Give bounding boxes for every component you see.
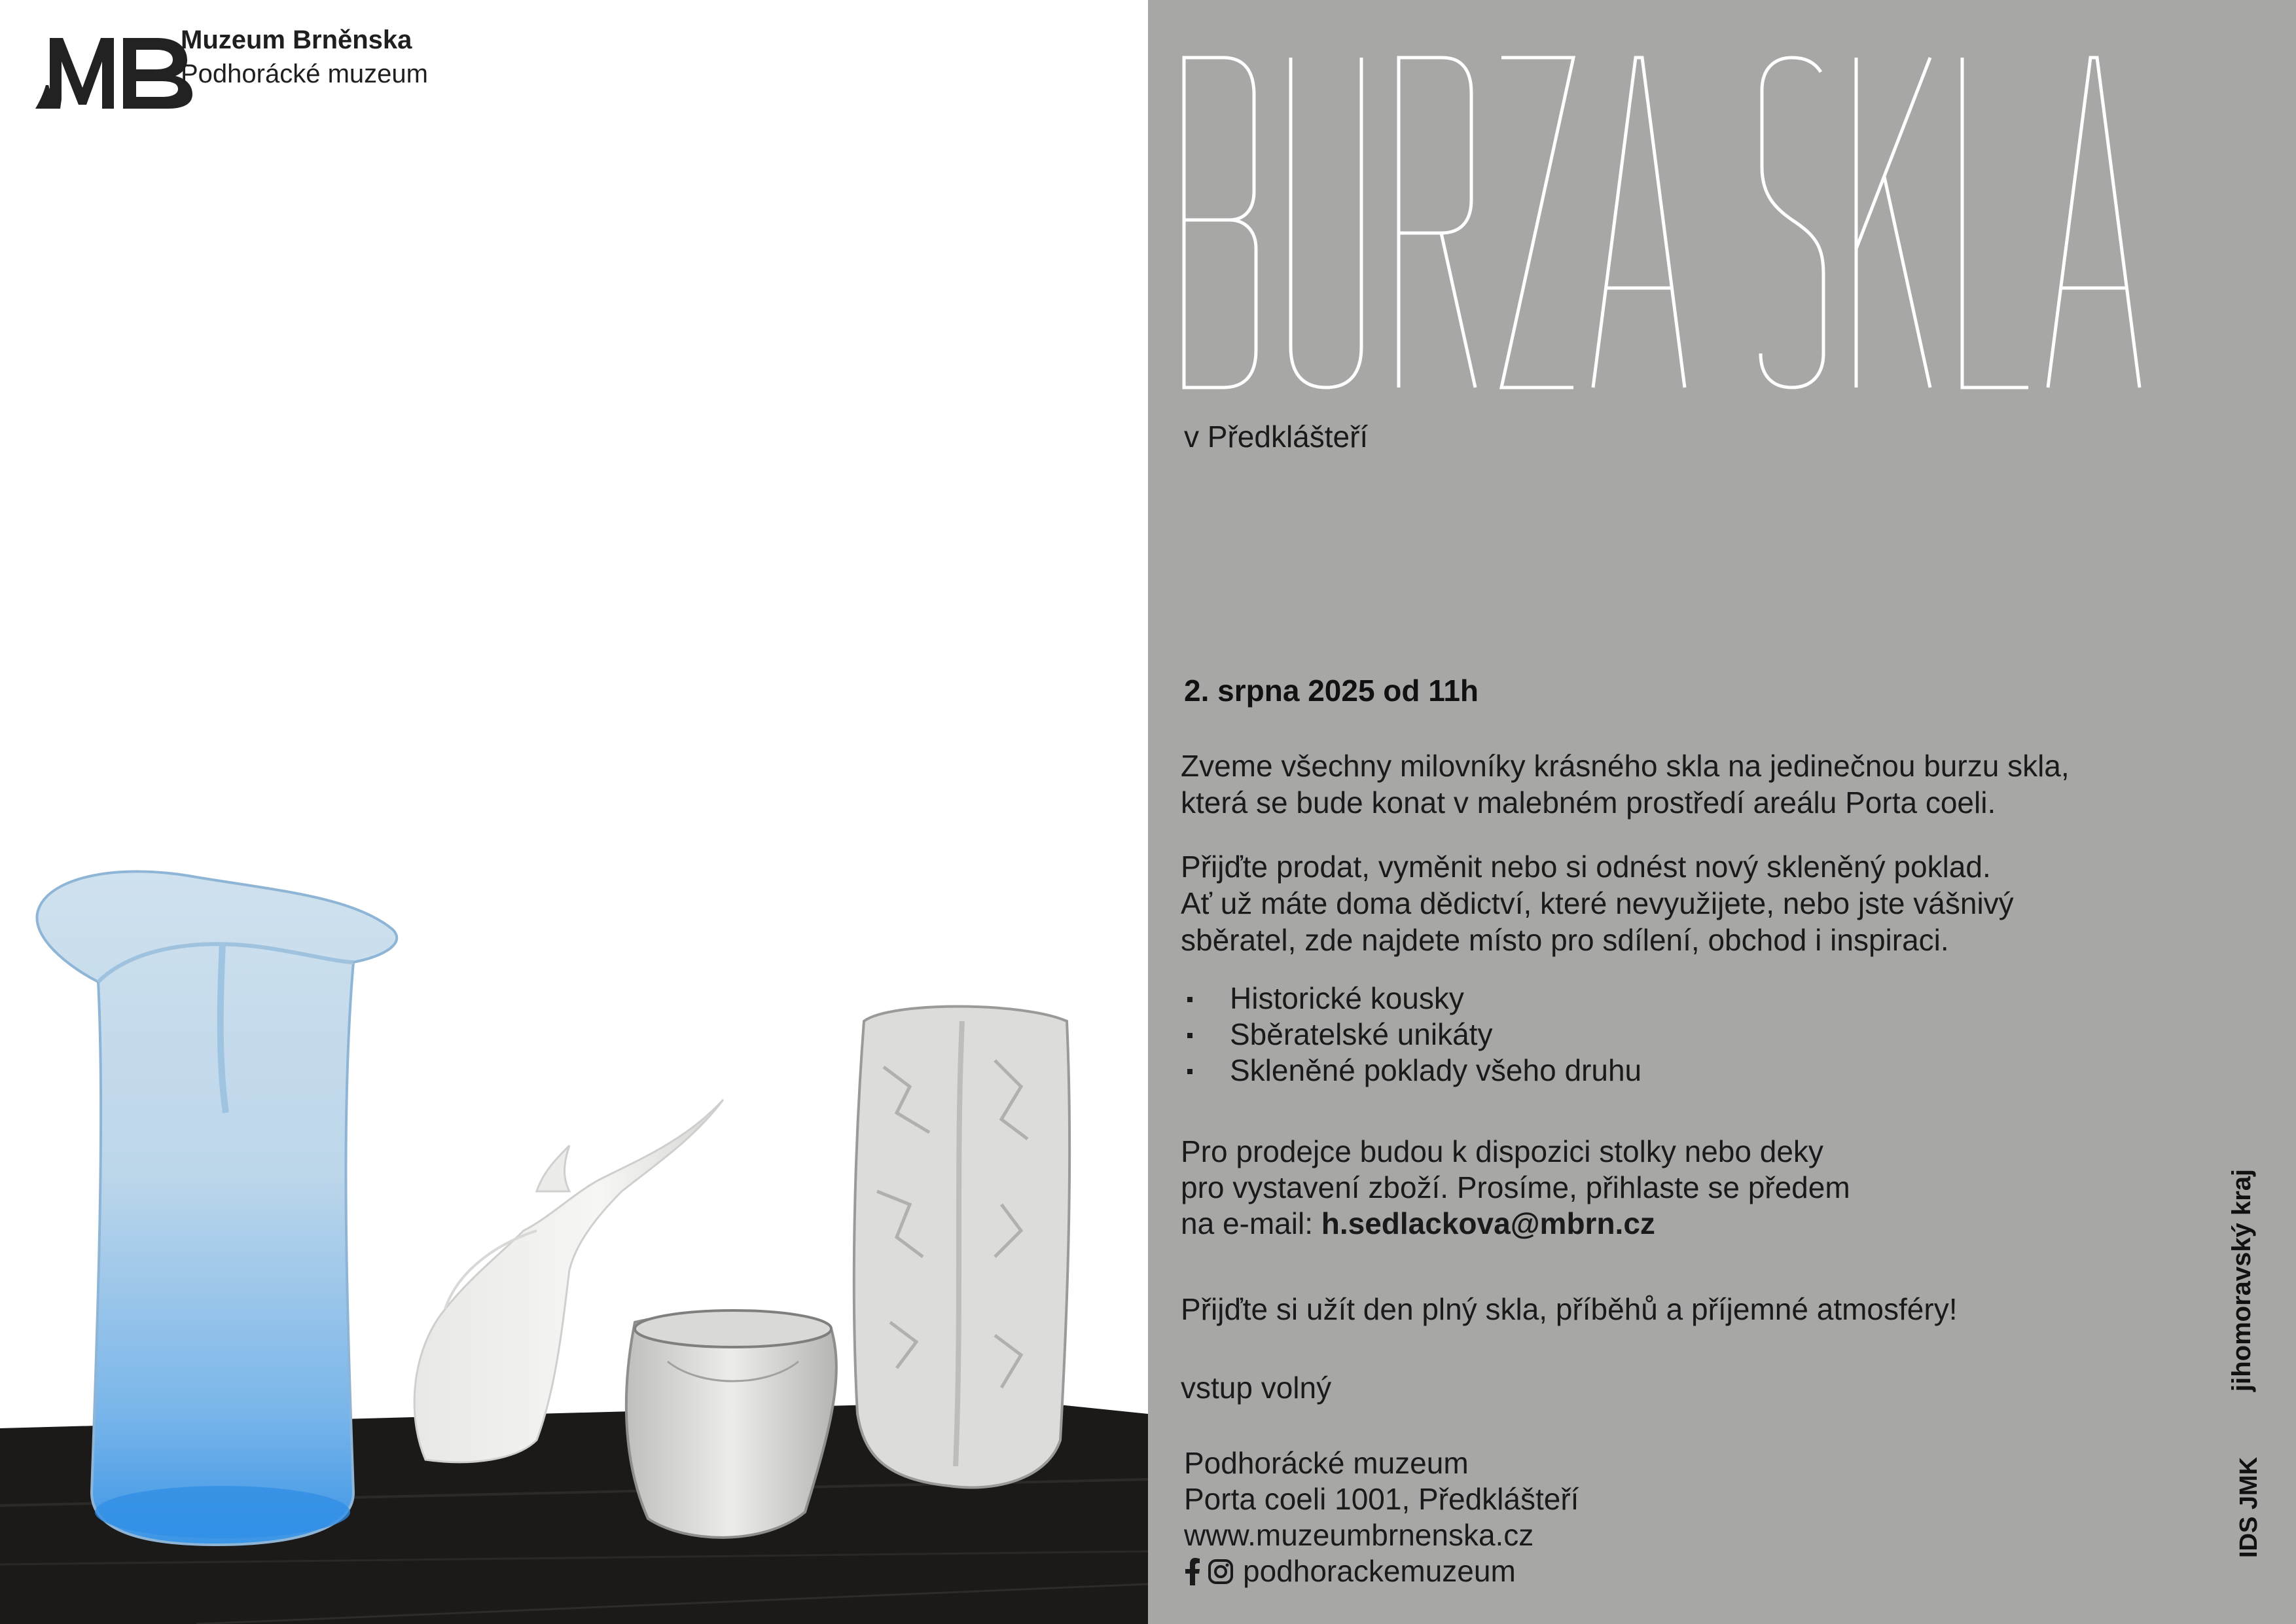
intro-line: která se bude konat v malebném prostředí areálu Porta coeli. [1181, 785, 1996, 820]
right-panel [1148, 0, 2296, 1624]
invite-line: sběratel, zde najdete místo pro sdílení, obchod i inspiraci. [1181, 923, 1949, 957]
invite-line: Ať už máte doma dědictví, které nevyužijete, nebo jste vášnivý [1181, 886, 2014, 920]
instagram-icon[interactable] [1208, 1559, 1234, 1585]
email-link[interactable]: h.sedlackova@mbrn.cz [1321, 1206, 1655, 1240]
contact-name: Podhorácké muzeum [1184, 1446, 1469, 1480]
jihomoravsky-kraj-logo [2221, 1123, 2261, 1398]
svg-text:jihomoravský kraj: jihomoravský kraj [2227, 1168, 2256, 1392]
small-clear-glass-bowl [626, 1310, 836, 1538]
bullet-square-icon [1187, 1033, 1193, 1038]
enjoy-line: Přijďte si užít den plný skla, příběhů a příjemné atmosféry! [1181, 1292, 1958, 1326]
bullet-square-icon [1187, 997, 1193, 1002]
social-row [1184, 1553, 1579, 1589]
logo-museum-name: Muzeum Brněnska [181, 26, 412, 54]
invite-line: Přijďte prodat, vyměnit nebo si odnést nový skleněný poklad. [1181, 850, 1991, 884]
svg-text:IDS JMK: IDS JMK [2235, 1456, 2263, 1558]
sellers-paragraph [1181, 1134, 2202, 1242]
contact-address: Porta coeli 1001, Předklášteří [1184, 1482, 1579, 1516]
intro-paragraph [1181, 748, 2202, 821]
list-item: Historické kousky [1181, 981, 1641, 1017]
sellers-line: Pro prodejce budou k dispozici stolky nebo deky [1181, 1134, 1823, 1168]
ids-jmk-logo [2228, 1434, 2267, 1564]
contact-website[interactable]: www.muzeumbrnenska.cz [1184, 1518, 1534, 1552]
textured-clear-glass-vase [854, 1007, 1069, 1488]
mb-logo-mark [34, 31, 198, 113]
bullet-square-icon [1187, 1069, 1193, 1074]
event-date: 2. srpna 2025 od 11h [1184, 674, 1479, 708]
logo-wordmark [181, 24, 428, 92]
glass-still-life-photo [0, 851, 1148, 1624]
entry-note: vstup volný [1181, 1371, 1332, 1405]
museum-logo [34, 31, 198, 113]
event-title [1148, 0, 2296, 406]
social-handle: podhorackemuzeum [1243, 1554, 1516, 1588]
sellers-line: na e-mail: h.sedlackova@mbrn.cz [1181, 1206, 1655, 1240]
facebook-icon[interactable] [1184, 1558, 1201, 1585]
sellers-line: pro vystavení zboží. Prosíme, přihlaste se předem [1181, 1170, 1850, 1204]
offer-list [1181, 981, 1641, 1089]
event-location: v Předklášteří [1184, 420, 1369, 454]
invite-paragraph [1181, 848, 2202, 958]
list-item: Sběratelské unikáty [1181, 1017, 1641, 1053]
intro-line: Zveme všechny milovníky krásného skla na jedinečnou burzu skla, [1181, 749, 2070, 783]
contact-block [1184, 1445, 1579, 1589]
logo-museum-branch: Podhorácké muzeum [181, 60, 428, 88]
list-item: Skleněné poklady všeho druhu [1181, 1053, 1641, 1089]
